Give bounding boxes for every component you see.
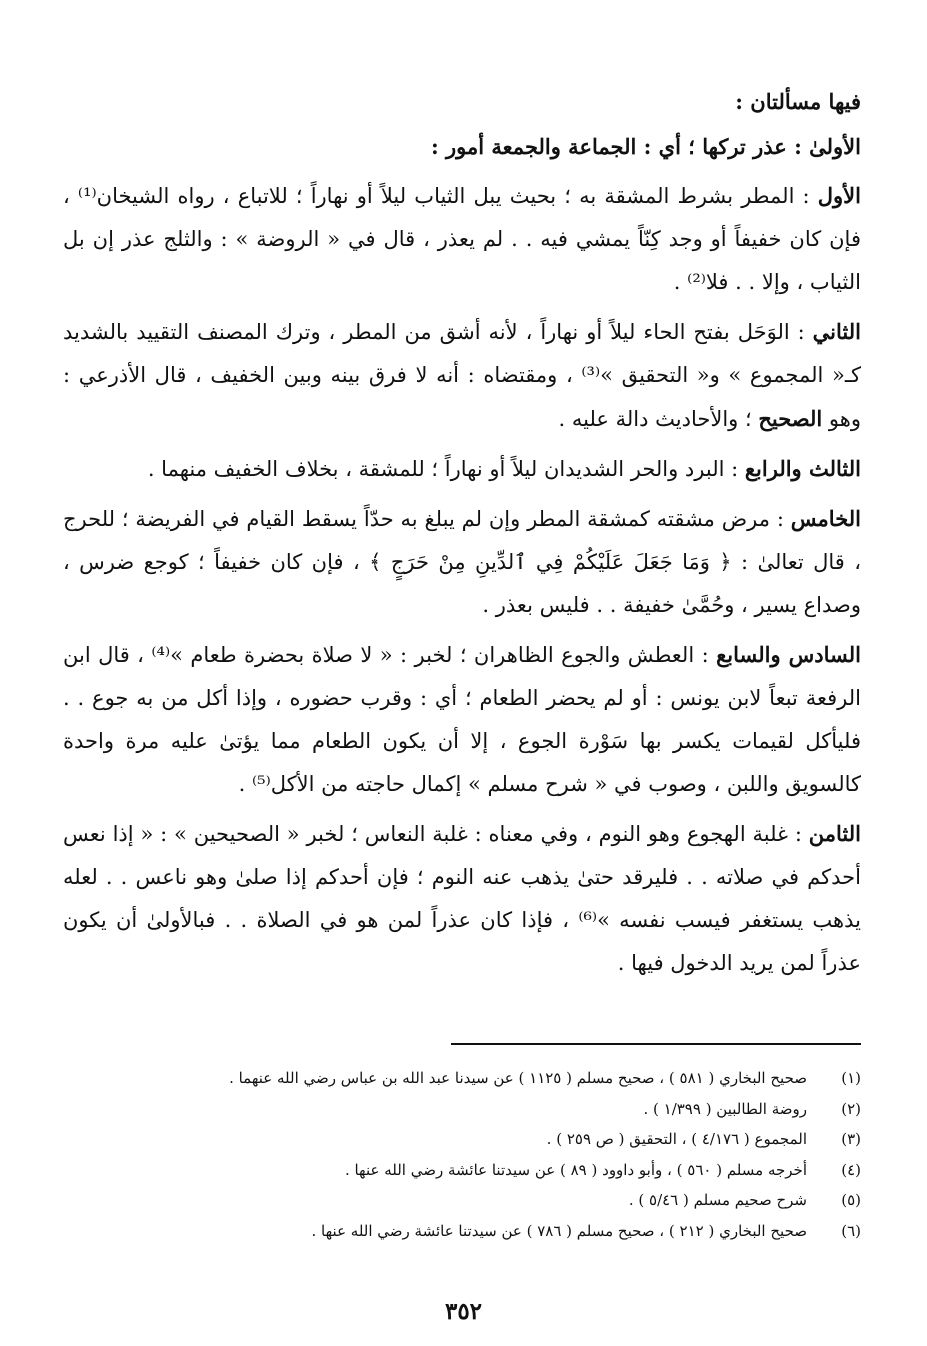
paragraph-text: : غلبة الهجوع وهو النوم ، وفي معناه : غلبة النعاس ؛ لخبر « الصحيحين » : « إذا نعس أحدكم في صلاته . . فليرقد حتىٰ يذهب عنه النوم ؛ فإن أحدكم إذا صلىٰ وهو ناعس . . لعله يذهب يستغفر فيسب نفسه »⁽⁶⁾ ، فإذا كان عذراً لمن هو في الصلاة . . فبالأولىٰ أن يكون عذراً لمن يريد الدخول فيها . (63, 822, 861, 975)
footnote-item (63, 1155, 861, 1186)
footnote-text: روضة الطالبين ( ١/٣٩٩ ) . (643, 1099, 807, 1118)
footnote-item (63, 1094, 861, 1125)
footnote-number: (٣) (841, 1130, 861, 1148)
footnote-number: (٥) (841, 1191, 861, 1209)
paragraph-lead: الثالث والرابع (744, 456, 861, 481)
footnote-item (63, 1216, 861, 1247)
footnote-item (63, 1185, 861, 1216)
paragraph-text: : مرض مشقته كمشقة المطر وإن لم يبلغ به حدّاً يسقط القيام في الفريضة ؛ للحرج ، قال تعالىٰ : ﴿ وَمَا جَعَلَ عَلَيْكُمْ فِي ٱلدِّينِ مِنْ حَرَجٍ ﴾ ، فإن كان خفيفاً ؛ كوجع ضرس ، وصداع يسير ، وحُمَّىٰ خفيفة . . فليس بعذر . (63, 507, 861, 617)
paragraph-sixth-seventh-excuse (63, 633, 861, 806)
page-number: ٣٥٢ (444, 1298, 483, 1325)
footnote-separator (451, 1043, 861, 1045)
footnote-number: (١) (841, 1069, 861, 1087)
paragraph-lead: الخامس (790, 506, 861, 531)
paragraph-fifth-excuse (63, 497, 861, 627)
footnote-text: شرح صحيم مسلم ( ٥/٤٦ ) . (628, 1191, 807, 1209)
paragraph-text: : العطش والجوع الظاهران ؛ لخبر : « لا صلاة بحضرة طعام »⁽⁴⁾ ، قال ابن الرفعة تبعاً لابن يونس : أو لم يحضر الطعام ؛ أي : وقرب حضوره ، وإذا أكل من به جوع . . فليأكل لقيمات يكسر بها سَوْرة الجوع ، إلا أن يكون الطعام مما يؤتىٰ عليه مرة واحدة كالسويق واللبن ، وصوب في « شرح مسلم » إكمال حاجته من الأكل⁽⁵⁾ . (63, 643, 862, 796)
footnote-text: صحيح البخاري ( ٥٨١ ) ، صحيح مسلم ( ١١٢٥ ) عن سيدنا عبد الله بن عباس رضي الله عنهما . (229, 1069, 807, 1087)
paragraph-text: : المطر بشرط المشقة به ؛ بحيث يبل الثياب ليلاً أو نهاراً ؛ للاتباع ، رواه الشيخان⁽¹⁾ ، فإن كان خفيفاً أو وجد كِنّاً يمشي فيه . . لم يعذر ، قال في « الروضة » : والثلج عذر إن بل الثياب ، وإلا . . فلا⁽²⁾ . (63, 184, 861, 294)
paragraph-text: ؛ والأحاديث دالة عليه . (558, 407, 759, 431)
footnote-number: (٢) (841, 1099, 861, 1118)
paragraph-first-excuse (63, 174, 861, 304)
footnote-text: المجموع ( ٤/١٧٦ ) ، التحقيق ( ص ٢٥٩ ) . (546, 1130, 807, 1148)
footnote-item (63, 1063, 861, 1094)
paragraph-text: : الوَحَل بفتح الحاء ليلاً أو نهاراً ، لأنه أشق من المطر ، وترك المصنف التقييد بالشديد كـ« المجموع » و« التحقيق »⁽³⁾ ، ومقتضاه : أنه لا فرق بينه وبين الخفيف ، قال الأذرعي : وهو (63, 320, 861, 431)
footnotes (63, 1063, 861, 1246)
paragraph-lead: الأول (817, 183, 861, 208)
paragraph-second-excuse (63, 310, 861, 441)
highlighted-term: الصحيح (758, 406, 823, 431)
paragraph-lead: الثامن (808, 821, 861, 846)
footnote-number: (٦) (841, 1221, 861, 1240)
main-text (63, 80, 861, 991)
first-issue-heading: الأولىٰ : عذر تركها ؛ أي : الجماعة والجمعة أمور : (430, 134, 861, 159)
footnote-text: صحيح البخاري ( ٢١٢ ) ، صحيح مسلم ( ٧٨٦ ) عن سيدتنا عائشة رضي الله عنها . (311, 1221, 807, 1240)
footnote-text: أخرجه مسلم ( ٥٦٠ ) ، وأبو داوود ( ٨٩ ) عن سيدتنا عائشة رضي الله عنها . (344, 1160, 807, 1179)
paragraph-lead: الثاني (812, 319, 861, 344)
paragraph-lead: السادس والسابع (716, 642, 861, 667)
paragraph-eighth-excuse (63, 812, 861, 985)
paragraph-third-fourth-excuse (63, 447, 861, 491)
paragraph-text: : البرد والحر الشديدان ليلاً أو نهاراً ؛ للمشقة ، بخلاف الخفيف منهما . (147, 457, 745, 481)
footnote-number: (٤) (841, 1160, 861, 1179)
footnote-item (63, 1124, 861, 1155)
section-heading: فيها مسألتان : (735, 89, 861, 114)
